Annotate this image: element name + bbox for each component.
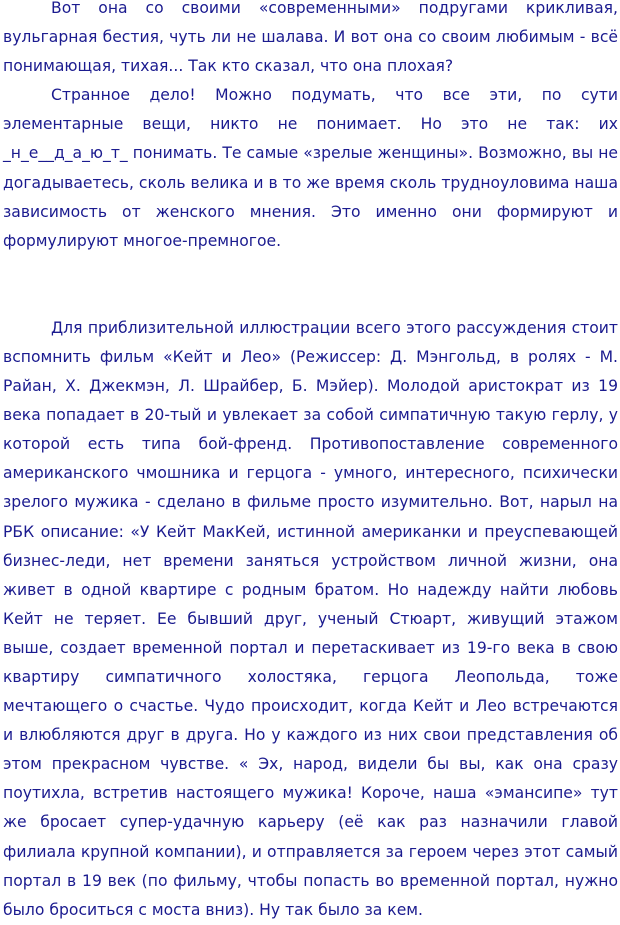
- paragraph-3: Для приблизительной иллюстрации всего этого рассуждения стоит вспомнить фильм «Кейт и Лео» (Режиссер: Д. Мэнгольд, в ролях - М. Райан, Х. Джекмэн, Л. Шрайбер, Б. Мэйер). Молодой аристократ из 19 века попадает в 20-тый и увлекает за собой симпатичную такую герлу, у которой есть типа бой-френд. Противопоставление современного американского чмошника и герцога - умного, интересного, психически зрелого мужика - сделано в фильме просто изумительно. Вот, нарыл на РБК описание: «У Кейт МакКей, истинной американки и преуспевающей бизнес-леди, нет времени заняться устройством личной жизни, она живет в одной квартире с родным братом. Но надежду найти любовь Кейт не теряет. Ее бывший друг, ученый Стюарт, живущий этажом выше, создает временной портал и перетаскивает из 19-го века в свою квартиру симпатичного холостяка, герцога Леопольда, тоже мечтающего о счастье. Чудо происходит, когда Кейт и Лео встречаются и влюбляются друг в друга. Но у каждого из них свои представления об этом прекрасном чувстве. « Эх, народ, видели бы вы, как она сразу поутихла, встретив настоящего мужика! Короче, наша «эмансипе» тут же бросает супер-удачную карьеру (её как раз назначили главой филиала крупной компании), и отправляется за героем через этот самый портал в 19 век (по фильму, чтобы попасть во временной портал, нужно было броситься с моста вниз). Ну так было за кем.: [3, 318, 618, 919]
- paragraph-2: Странное дело! Можно подумать, что все эти, по сути элементарные вещи, никто не понимает. Но это не так: их _н_е__д_а_ю_т_ понимать. Те самые «зрелые женщины». Возможно, вы не догадываетесь, сколь велика и в то же время сколь трудноуловима наша зависимость от женского мнения. Это именно они формируют и формулируют многое-премногое.: [3, 86, 618, 250]
- paragraph-1: Вот она со своими «современными» подругами крикливая, вульгарная бестия, чуть ли не шалава. И вот она со своим любимым - всё понимающая, тихая... Так кто сказал, что она плохая?: [3, 0, 618, 76]
- paragraph-spacer: [3, 256, 618, 314]
